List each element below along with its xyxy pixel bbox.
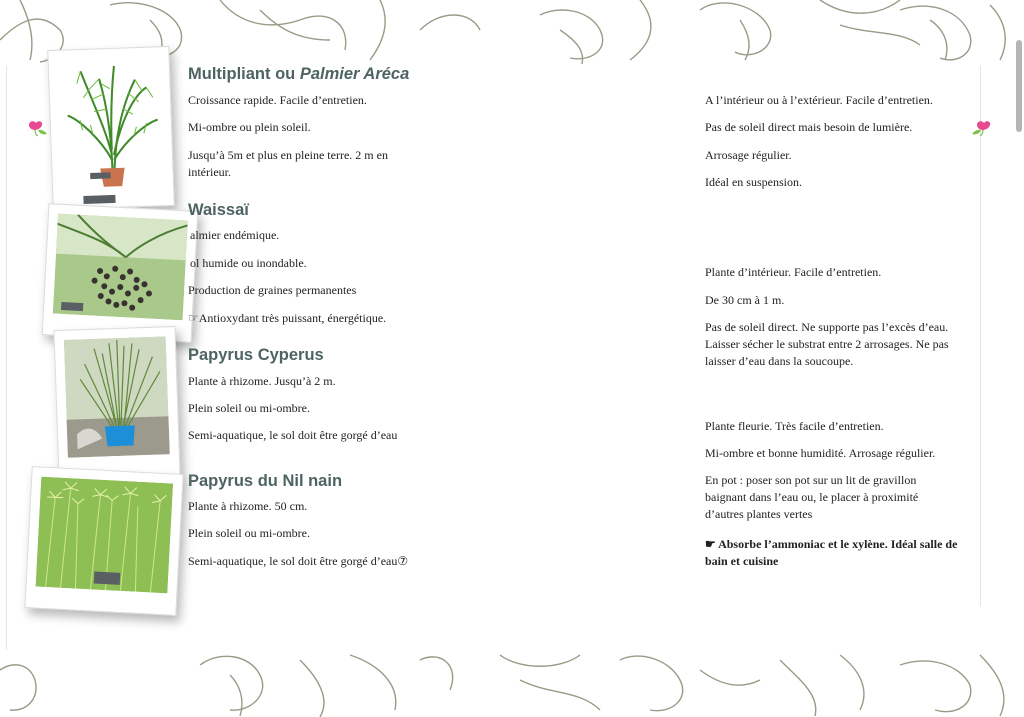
plant-detail: almier endémique. [190,228,280,242]
care-note: Plante fleurie. Très facile d’entretien. [705,419,884,433]
plant-detail: Plein soleil ou mi-ombre. [188,401,310,415]
scrollbar-thumb[interactable] [1016,40,1022,132]
plant-detail: Jusqu’à 5m et plus en pleine terre. 2 m en intérieur. [188,148,388,179]
plant-tag [83,195,115,204]
papyrus-nil-image [36,477,174,594]
plant-title-papyrus-nil: Papyrus du Nil nain [188,472,343,490]
care-note: De 30 cm à 1 m. [705,293,785,307]
photo-papyrus-nil-nain [24,466,183,616]
plant-title-papyrus-cyperus: Papyrus Cyperus [188,346,324,364]
plant-title-italic: Palmier Aréca [299,65,410,83]
plant-detail: Plante à rhizome. 50 cm. [188,499,308,513]
page-left-border [6,66,7,650]
plant-title-regular: Multipliant ou [188,65,300,83]
plant-detail: Croissance rapide. Facile d’entretien. [188,93,367,107]
plant-detail: Production de graines permanentes [188,283,357,297]
papyrus-cyperus-image [64,336,170,457]
care-note-highlight: ☛ Absorbe l’ammoniac et le xylène. Idéal salle de bain et cuisine [705,537,958,568]
acai-seeds-image [53,214,188,321]
plant-title-areca [188,65,409,84]
care-note: Idéal en suspension. [705,175,802,189]
palm-plant-image [58,56,164,188]
photo-areca-palm [47,46,175,210]
care-note: Arrosage régulier. [705,148,792,162]
plant-detail: Mi-ombre ou plein soleil. [188,120,311,134]
plant-detail: Semi-aquatique, le sol doit être gorgé d’eau [188,428,398,442]
plant-detail: Semi-aquatique, le sol doit être gorgé d’eau⑦ [188,554,409,568]
flower-icon [27,120,49,138]
flower-icon [970,120,992,138]
plant-detail: Plante à rhizome. Jusqu’à 2 m. [188,374,336,388]
care-note: Pas de soleil direct. Ne supporte pas l’excès d’eau. Laisser sécher le substrat entre 2 arrosages. Ne pas laisser d’eau dans la soucoupe. [705,320,949,368]
care-note: Pas de soleil direct mais besoin de lumière. [705,120,913,134]
page-right-border [980,66,981,606]
care-note: A l’intérieur ou à l’extérieur. Facile d’entretien. [705,93,933,107]
floral-border-bottom [0,650,1024,717]
photo-papyrus-cyperus [53,326,180,480]
plant-title-waissai: Waissaï [188,201,249,219]
care-note: Mi-ombre et bonne humidité. Arrosage régulier. [705,446,936,460]
plant-detail: ol humide ou inondable. [190,256,307,270]
care-note: En pot : poser son pot sur un lit de gravillon baignant dans l’eau ou, le placer à proximité d’autres plantes vertes [705,473,919,521]
care-note: Plante d’intérieur. Facile d’entretien. [705,265,882,279]
plant-detail: Plein soleil ou mi-ombre. [188,526,310,540]
plant-detail: ☞Antioxydant très puissant, énergétique. [188,311,387,325]
photo-waissai [42,203,199,343]
